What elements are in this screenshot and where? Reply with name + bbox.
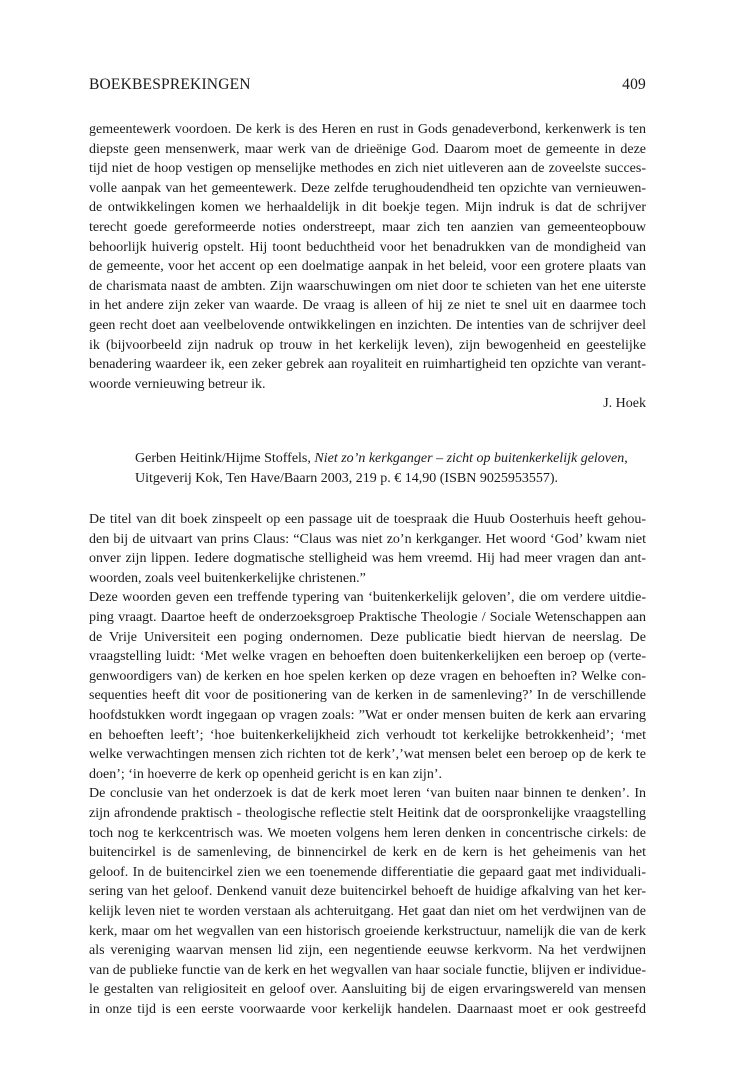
text-line: in het andere zijn zeker van waarde. De vraag is alleen of hij ze niet te snel uit en daarmee toch bbox=[89, 298, 646, 314]
text-line: vraagstelling luidt: ‘Met welke vragen en behoeften doen buitenkerkelijken een beroep op (verte- bbox=[89, 649, 646, 665]
section-title: BOEKBESPREKINGEN bbox=[89, 76, 251, 93]
text-line: sering van het geloof. Denkend vanuit deze buitencirkel behoeft de huidige afkalving van het ker- bbox=[89, 884, 646, 900]
text-line: de ontwikkelingen komen we herhaaldelijk in dit boekje tegen. Mijn indruk is dat de schrijver bbox=[89, 200, 646, 216]
text-line: onver zijn lippen. Iedere dogmatische stelligheid was hem vreemd. Hij had meer vragen dan ant- bbox=[89, 551, 646, 567]
review-continuation bbox=[89, 120, 646, 394]
text-line: Deze woorden geven een treffende typering van ‘buitenkerkelijk geloven’, die om verdere uitdie- bbox=[89, 590, 646, 606]
text-line: hoofdstukken wordt ingegaan op vragen zoals: ”Wat er onder mensen buiten de kerk aan ervaring bbox=[89, 708, 646, 724]
text-line: doen’; ‘in hoeverre de kerk op openheid gericht is en kan zijn’. bbox=[89, 766, 442, 782]
text-line: kerk, maar om het wegvallen van een historisch groeiende kerkstructuur, namelijk die van de kerk bbox=[89, 923, 646, 939]
text-line: De titel van dit boek zinspeelt op een passage uit de toespraak die Huub Oosterhuis heeft gehou- bbox=[89, 512, 646, 528]
text-line: behoorlijk huiverig opstelt. Hij toont beduchtheid voor het benadrukken van de mondigheid van bbox=[89, 239, 646, 255]
text-line: De conclusie van het onderzoek is dat de kerk moet leren ‘van buiten naar binnen te denken’. In bbox=[89, 786, 646, 802]
text-line: buitencirkel is de samenleving, de binnencirkel de kerk en de kern is het geheimenis van het bbox=[89, 845, 646, 861]
text-line: als vereniging waarvan mensen lid zijn, een negentiende eeuwse kerkvorm. Na het verdwijnen bbox=[89, 943, 646, 959]
text-line: tijd niet de hoop vestigen op menselijke methodes en zich niet uitleveren aan de zoveelste succes- bbox=[89, 161, 646, 177]
text-line: woorde vernieuwing betreur ik. bbox=[89, 376, 266, 392]
text-line: terecht goede gereformeerde noties onderstreept, maar zich ten aanzien van gemeenteopbouw bbox=[89, 219, 646, 235]
text-line: welke verwachtingen mensen zich richten tot de kerk’,’wat mensen belet een beroep op de kerk te bbox=[89, 747, 646, 763]
running-header bbox=[89, 76, 646, 94]
text-line: le gestalten van religiositeit en geloof over. Aansluiting bij de eigen ervaringswereld van mensen bbox=[89, 982, 646, 998]
text-line: sequenties heeft dit voor de positionering van de kerken in de samenleving?’ In de verschillende bbox=[89, 688, 646, 704]
text-line: in onze tijd is een eerste voorwaarde voor kerkelijk handelen. Daarnaast moet er ook gestreefd bbox=[89, 1001, 646, 1017]
book-title: Niet zo’n kerkganger – zicht op buitenkerkelijk geloven bbox=[314, 450, 625, 466]
paragraph bbox=[89, 784, 646, 1019]
text-line: volle aanpak van het gemeentewerk. Deze zelfde terughoudendheid ten opzichte van vernieuwen- bbox=[89, 180, 646, 196]
paragraph bbox=[89, 510, 646, 588]
text-line: de charismata naast de ambten. Zijn waarschuwingen om niet door te schieten van het ene uiterste bbox=[89, 278, 646, 294]
text-line: toch nog te kerkcentrisch was. We moeten volgens hem leren denken in concentrische cirkels: de bbox=[89, 825, 646, 841]
book-authors: Gerben Heitink/Hijme Stoffels, bbox=[135, 450, 315, 466]
text-line: ik (bijvoorbeeld zijn nadruk op trouw in het kerkelijk leven), zijn bewogenheid en geestelijke bbox=[89, 337, 646, 353]
text-line: woorden, zoals veel buitenkerkelijke christenen.” bbox=[89, 570, 366, 586]
text-line: den bij de uitvaart van prins Claus: “Claus was niet zo’n kerkganger. Het woord ‘God’ kwam niet bbox=[89, 531, 646, 547]
text-line: de gemeente, voor het accent op een doelmatige aanpak in het beleid, voor een grotere plaats van bbox=[89, 259, 646, 275]
review-body bbox=[89, 510, 646, 1019]
text-line: gemeentewerk voordoen. De kerk is des Heren en rust in Gods genadeverbond, kerkenwerk is ten bbox=[89, 122, 646, 137]
book-reference-line-1: Gerben Heitink/Hijme Stoffels, Niet zo’n kerkganger – zicht op buitenkerkelijk geloven, bbox=[135, 450, 628, 466]
text-line: van de publieke functie van de kerk en het wegvallen van haar sociale functie, blijven er individue- bbox=[89, 962, 646, 978]
page-body bbox=[89, 120, 646, 1020]
text-line: geen recht doet aan veelbelovende ontwikkelingen en inzichten. De intenties van de schrijver deel bbox=[89, 317, 646, 333]
book-publisher: Uitgeverij Kok, Ten Have/Baarn 2003, 219 p. € 14,90 (ISBN 9025953557). bbox=[135, 470, 558, 486]
text-line: en behoeften leeft’; ‘hoe buitenkerkelijkheid zich verhoudt tot kerkelijke betrokkenheid’; ‘met bbox=[89, 727, 646, 743]
reviewer-signature: J. Hoek bbox=[603, 396, 646, 412]
text-line: genwoordigers van) de kerken en hoe spelen kerken op deze vragen en behoeften in? Welke con- bbox=[89, 668, 646, 684]
text-line: diepste geen mensenwerk, maar werk van de drieënige God. Daarom moet de gemeente in deze bbox=[89, 141, 646, 157]
text-line: ping vraagt. Daartoe heeft de onderzoeksgroep Praktische Theologie / Sociale Wetenschappen aan bbox=[89, 610, 646, 626]
text-line: benadering waardeer ik, een zeker gebrek aan royaliteit en ruimhartigheid ten opzichte van verant- bbox=[89, 357, 646, 373]
paragraph bbox=[89, 588, 646, 784]
book-reference bbox=[89, 449, 646, 488]
text-line: kelijk leven niet te worden verstaan als achteruitgang. Het gaat dan niet om het verdwijnen van de bbox=[89, 903, 646, 919]
page-number: 409 bbox=[622, 76, 646, 93]
text-line: geloof. In de buitencirkel zien we een toenemende differentiatie die gepaard gaat met individuali- bbox=[89, 864, 646, 880]
text-line: zijn afrondende praktisch - theologische reflectie stelt Heitink dat de oorspronkelijke vraagstelling bbox=[89, 806, 646, 821]
text-line: de Vrije Universiteit een poging ondernomen. Deze publicatie biedt hiervan de neerslag. De bbox=[89, 629, 646, 645]
